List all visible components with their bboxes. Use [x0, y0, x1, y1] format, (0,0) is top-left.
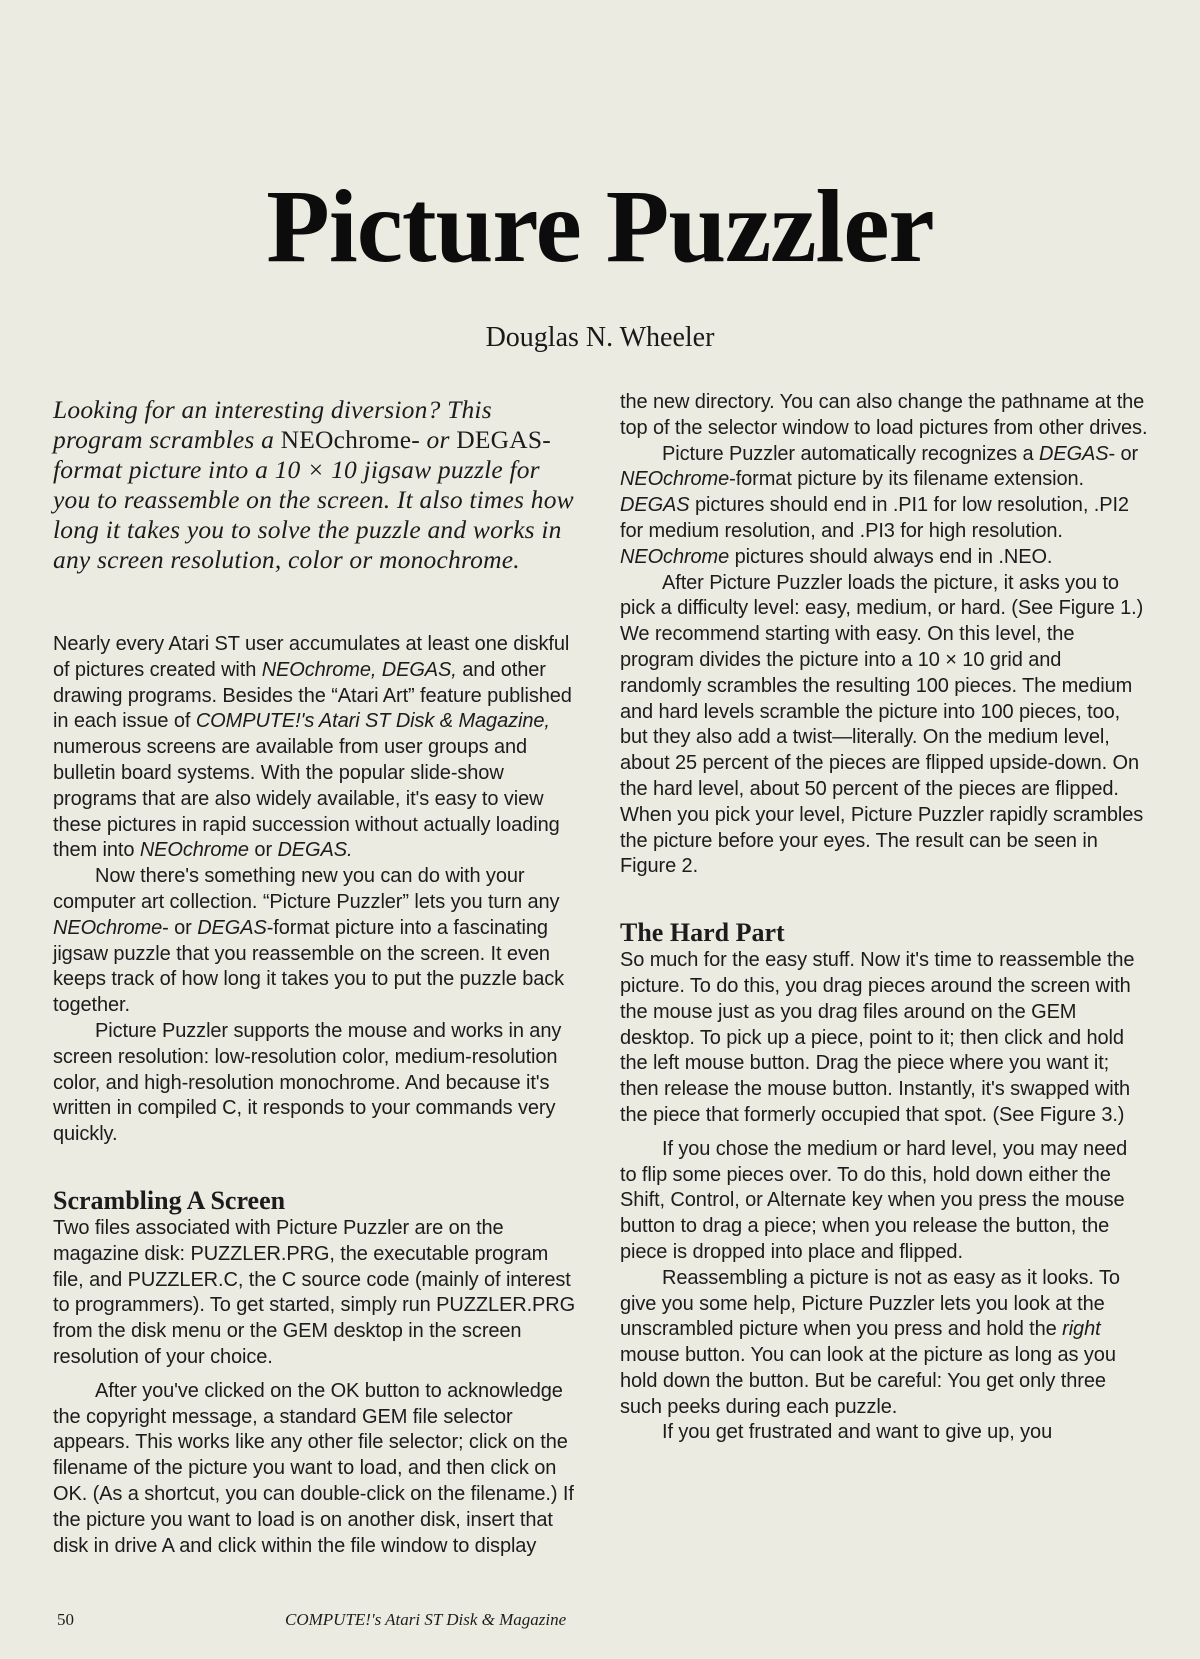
spacer: [53, 1371, 578, 1379]
text-run: and other drawing programs. Besides the “Atari Art” feature published in each issue of: [53, 658, 572, 733]
paragraph-right-5: If you chose the medium or hard level, you may need to flip some pieces over. To do this, hold down either the Shift, Control, or Alternate key when you press the mouse button to drag a piece; when you release the button, the piece is dropped into place and flipped.: [620, 1137, 1128, 1263]
article-intro: [53, 395, 578, 575]
paragraph-left-3: Picture Puzzler supports the mouse and works in any screen resolution: low-resolution color, medium-resolution color, and high-resolution monochrome. And because it's written in compiled C, it responds to your commands very quickly.: [53, 1019, 562, 1146]
text-run: Reassembling a picture is not as easy as it looks. To give you some help, Picture Puzzler lets you look at the unscrambled picture when you press and hold the: [620, 1266, 1120, 1341]
text-run-italic: DEGAS: [620, 494, 690, 517]
text-run: mouse button. You can look at the picture as long as you hold down the button. But be careful: You get only three such peeks during each puzzle.: [620, 1344, 1116, 1418]
text-run-italic: DEGAS.: [277, 839, 353, 862]
text-run: pictures should always end in .NEO.: [729, 545, 1053, 568]
author-byline: Douglas N. Wheeler: [485, 322, 715, 353]
paragraph-left-4: Two files associated with Picture Puzzler are on the magazine disk: PUZZLER.PRG, the executable program file, and PUZZLER.C, the C source code (mainly of interest to programmers). To get started, simply run PUZZLER.PRG from the disk menu or the GEM desktop in the screen resolution of your choice.: [53, 1216, 576, 1368]
text-run-italic: NEOchrome: [620, 468, 730, 491]
paragraph-right-2: [620, 442, 1148, 571]
paragraph-left-5: After you've clicked on the OK button to acknowledge the copyright message, a standard GEM file selector appears. This works like any other file selector; click on the filename of the picture you want to load, and then click on OK. (As a shortcut, you can double-click on the filename.) If the picture you want to load is on another disk, insert that disk in drive A and click within the file window to display: [53, 1379, 574, 1557]
text-run: pictures should end in .PI1 for low resolution, .PI2 for medium resolution, and .PI3 for high resolution.: [620, 494, 1129, 542]
text-run: - or: [162, 916, 198, 939]
intro-text-3: -format picture into a 10 × 10 jigsaw puzzle for you to reassemble on the screen. It also times how long it takes you to solve the puzzle and works in any screen resolution, color or monochrome.: [53, 425, 574, 574]
intro-text-1: Looking for an interesting diversion? This program scrambles a: [53, 395, 492, 454]
magazine-name: COMPUTE!'s Atari ST Disk & Magazine: [285, 1610, 567, 1629]
spacer: [620, 880, 1148, 918]
text-run-italic: NEOchrome, DEGAS,: [261, 658, 457, 681]
text-run-italic: NEOchrome: [139, 839, 249, 862]
text-run-italic: NEOchrome: [620, 545, 730, 568]
subheading-hard-part: The Hard Part: [620, 918, 785, 948]
text-run-italic: COMPUTE!'s Atari ST Disk & Magazine,: [195, 710, 550, 733]
article-title: Picture Puzzler: [266, 169, 934, 284]
intro-degas: DEGAS: [456, 425, 543, 454]
text-run-italic: DEGAS: [197, 916, 267, 939]
text-run: -format picture by its filename extension.: [729, 468, 1084, 491]
intro-neochrome: NEOchrome: [280, 425, 412, 454]
paragraph-left-2: [53, 864, 578, 1019]
spacer: [620, 1129, 1148, 1137]
text-run-italic: right: [1062, 1318, 1101, 1341]
paragraph-right-3: After Picture Puzzler loads the picture, it asks you to pick a difficulty level: easy, medium, or hard. (See Figure 1.) We recommend starting with easy. On this level, the program divides the picture into a 10 × 10 grid and randomly scrambles the resulting 100 pieces. The medium and hard levels scramble the picture into 100 pieces, too, but they also add a twist—literally. On the medium level, about 25 percent of the pieces are flipped upside-down. On the hard level, about 50 percent of the pieces are flipped. When you pick your level, Picture Puzzler rapidly scrambles the picture before your eyes. The result can be seen in Figure 2.: [620, 571, 1144, 878]
paragraph-right-7: If you get frustrated and want to give up, you: [662, 1421, 1053, 1444]
paragraph-right-6: [620, 1266, 1148, 1421]
text-run: or: [248, 839, 278, 862]
left-column: [53, 395, 578, 1559]
intro-text-2: - or: [411, 425, 457, 454]
text-run: - or: [1108, 442, 1139, 465]
text-run-italic: DEGAS: [1038, 442, 1109, 465]
text-run: numerous screens are available from user groups and bulletin board systems. With the popular slide-show programs that are also widely available, it's easy to view these pictures in rapid succession without actually loading them into: [53, 736, 560, 862]
text-run-italic: NEOchrome: [53, 916, 163, 939]
text-run: Picture Puzzler automatically recognizes a: [662, 442, 1039, 465]
text-run: Now there's something new you can do with your computer art collection. “Picture Puzzler” lets you turn any: [53, 865, 560, 913]
text-run: -format picture into a fascinating jigsaw puzzle that you reassemble on the screen. It even keeps track of how long it takes you to put the puzzle back together.: [53, 916, 565, 1017]
subheading-scrambling: Scrambling A Screen: [53, 1185, 286, 1215]
spacer: [53, 1148, 578, 1186]
right-column: [620, 390, 1148, 1446]
paragraph-left-1: [53, 632, 578, 864]
paragraph-right-1: the new directory. You can also change the pathname at the top of the selector window to load pictures from other drives.: [620, 391, 1148, 439]
text-run: Nearly every Atari ST user accumulates at least one diskful of pictures created with: [53, 633, 570, 681]
paragraph-right-4: So much for the easy stuff. Now it's time to reassemble the picture. To do this, you drag pieces around the screen with the mouse just as you drag files around on the GEM desktop. To pick up a piece, point to it; then click and hold the left mouse button. Drag the piece where you want it; then release the mouse button. Instantly, it's swapped with the piece that formerly occupied that spot. (See Figure 3.): [620, 949, 1135, 1126]
page-number: 50: [57, 1610, 74, 1629]
